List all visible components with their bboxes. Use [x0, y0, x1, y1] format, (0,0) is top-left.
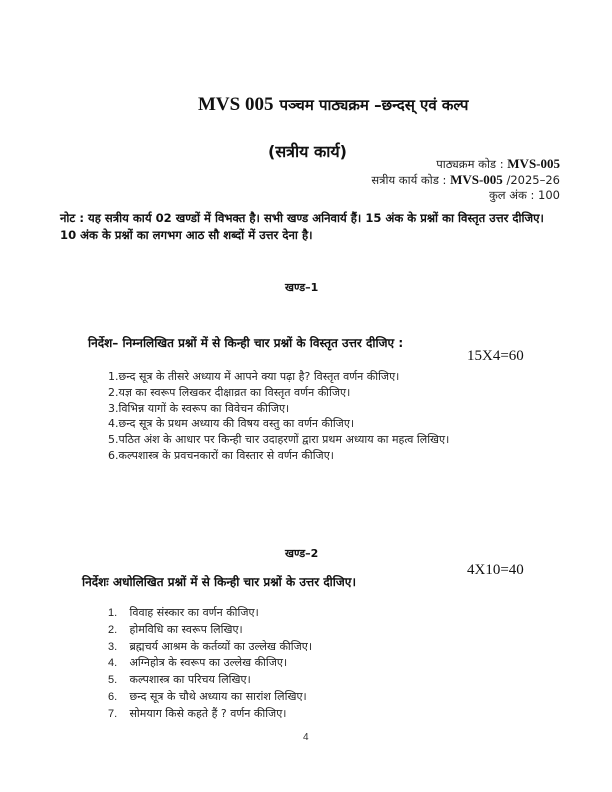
course-name: पञ्चम पाठ्यक्रम –छन्दस् एवं कल्प	[279, 96, 469, 114]
question-item	[108, 639, 312, 656]
question-text: छन्द सूत्र के चौथे अध्याय का सारांश लिखिए।	[129, 689, 307, 703]
total-marks-line	[489, 188, 560, 203]
question-item: 4.छन्द सूत्र के प्रथम अध्याय की विषय वस्तु का वर्णन कीजिए।	[108, 417, 355, 431]
question-text: सोमयाग किसे कहते हैं ? वर्णन कीजिए।	[129, 706, 287, 720]
question-item: 3.विभिन्न यागों के स्वरूप का विवेचन कीजिए।	[108, 401, 290, 415]
question-item	[108, 655, 312, 672]
question-item: 2.यज्ञ का स्वरूप लिखकर दीक्षाव्रत का विस्तृत वर्णन कीजिए।	[108, 385, 351, 399]
section-1-heading: खण्ड–1	[285, 281, 319, 294]
question-item	[108, 689, 312, 706]
section-2-heading: खण्ड–2	[285, 547, 319, 560]
question-item	[108, 706, 312, 723]
question-number: 4.	[108, 657, 118, 670]
assignment-code-value: MVS-005	[450, 172, 503, 187]
page-number: 4	[303, 732, 309, 743]
question-item: 6.कल्पशास्त्र के प्रवचनकारों का विस्तार से वर्णन कीजिए।	[108, 448, 334, 462]
total-marks-label: कुल अंक :	[488, 188, 535, 202]
assignment-code-suffix: /2025–26	[506, 173, 560, 187]
document-title	[198, 94, 468, 116]
question-item	[108, 622, 312, 639]
section-2-question-list	[108, 605, 312, 723]
question-text: होमविधि का स्वरूप लिखिए।	[129, 622, 243, 636]
question-text: ब्रह्मचर्य आश्रम के कर्तव्यों का उल्लेख कीजिए।	[129, 639, 313, 653]
assignment-note: नोट : यह सत्रीय कार्य 02 खण्डों में विभक्त है। सभी खण्ड अनिवार्य हैं। 15 अंक के प्रश्नों का विस्तृत उत्तर दीजिए। 10 अंक के प्रश्नों का लगभग आठ सौ शब्दों में उत्तर देना है।	[60, 211, 544, 242]
assignment-code-line	[371, 172, 560, 188]
question-text: अग्निहोत्र के स्वरूप का उल्लेख कीजिए।	[129, 656, 288, 670]
section-1-marks: 15X4=60	[467, 348, 524, 364]
question-number: 5.	[108, 674, 118, 687]
section-1-instruction: निर्देश– निम्नलिखित प्रश्नों में से किन्ही चार प्रश्नों के विस्तृत उत्तर दीजिए :	[88, 336, 404, 350]
section-1-question-list	[108, 369, 449, 464]
question-text: कल्पशास्त्र का परिचय लिखिए।	[129, 673, 251, 687]
course-code-line	[436, 156, 560, 172]
question-item: 1.छन्द सूत्र के तीसरे अध्याय में आपने क्या पढ़ा है? विस्तृत वर्णन कीजिए।	[108, 370, 400, 383]
question-item	[108, 605, 312, 622]
question-text: विवाह संस्कार का वर्णन कीजिए।	[129, 606, 259, 619]
assignment-code-label: सत्रीय कार्य कोड :	[371, 173, 447, 187]
question-item: 5.पठित अंश के आधार पर किन्ही चार उदाहरणों द्वारा प्रथम अध्याय का महत्व लिखिए।	[108, 433, 450, 447]
course-code-label: पाठ्यक्रम कोड :	[436, 157, 504, 171]
section-2-marks: 4X10=40	[467, 562, 524, 578]
question-number: 2.	[108, 623, 118, 636]
course-code-value: MVS-005	[507, 156, 560, 171]
question-item	[108, 672, 312, 689]
total-marks-value: 100	[538, 188, 560, 202]
course-code: MVS 005	[198, 94, 274, 115]
document-subtitle: (सत्रीय कार्य)	[268, 142, 347, 161]
question-number: 6.	[108, 690, 118, 703]
question-number: 1.	[108, 607, 118, 619]
question-number: 7.	[108, 707, 118, 720]
question-number: 3.	[108, 640, 118, 653]
section-2-instruction: निर्देशः अधोलिखित प्रश्नों में से किन्ही चार प्रश्नों के उत्तर दीजिए।	[82, 575, 356, 589]
